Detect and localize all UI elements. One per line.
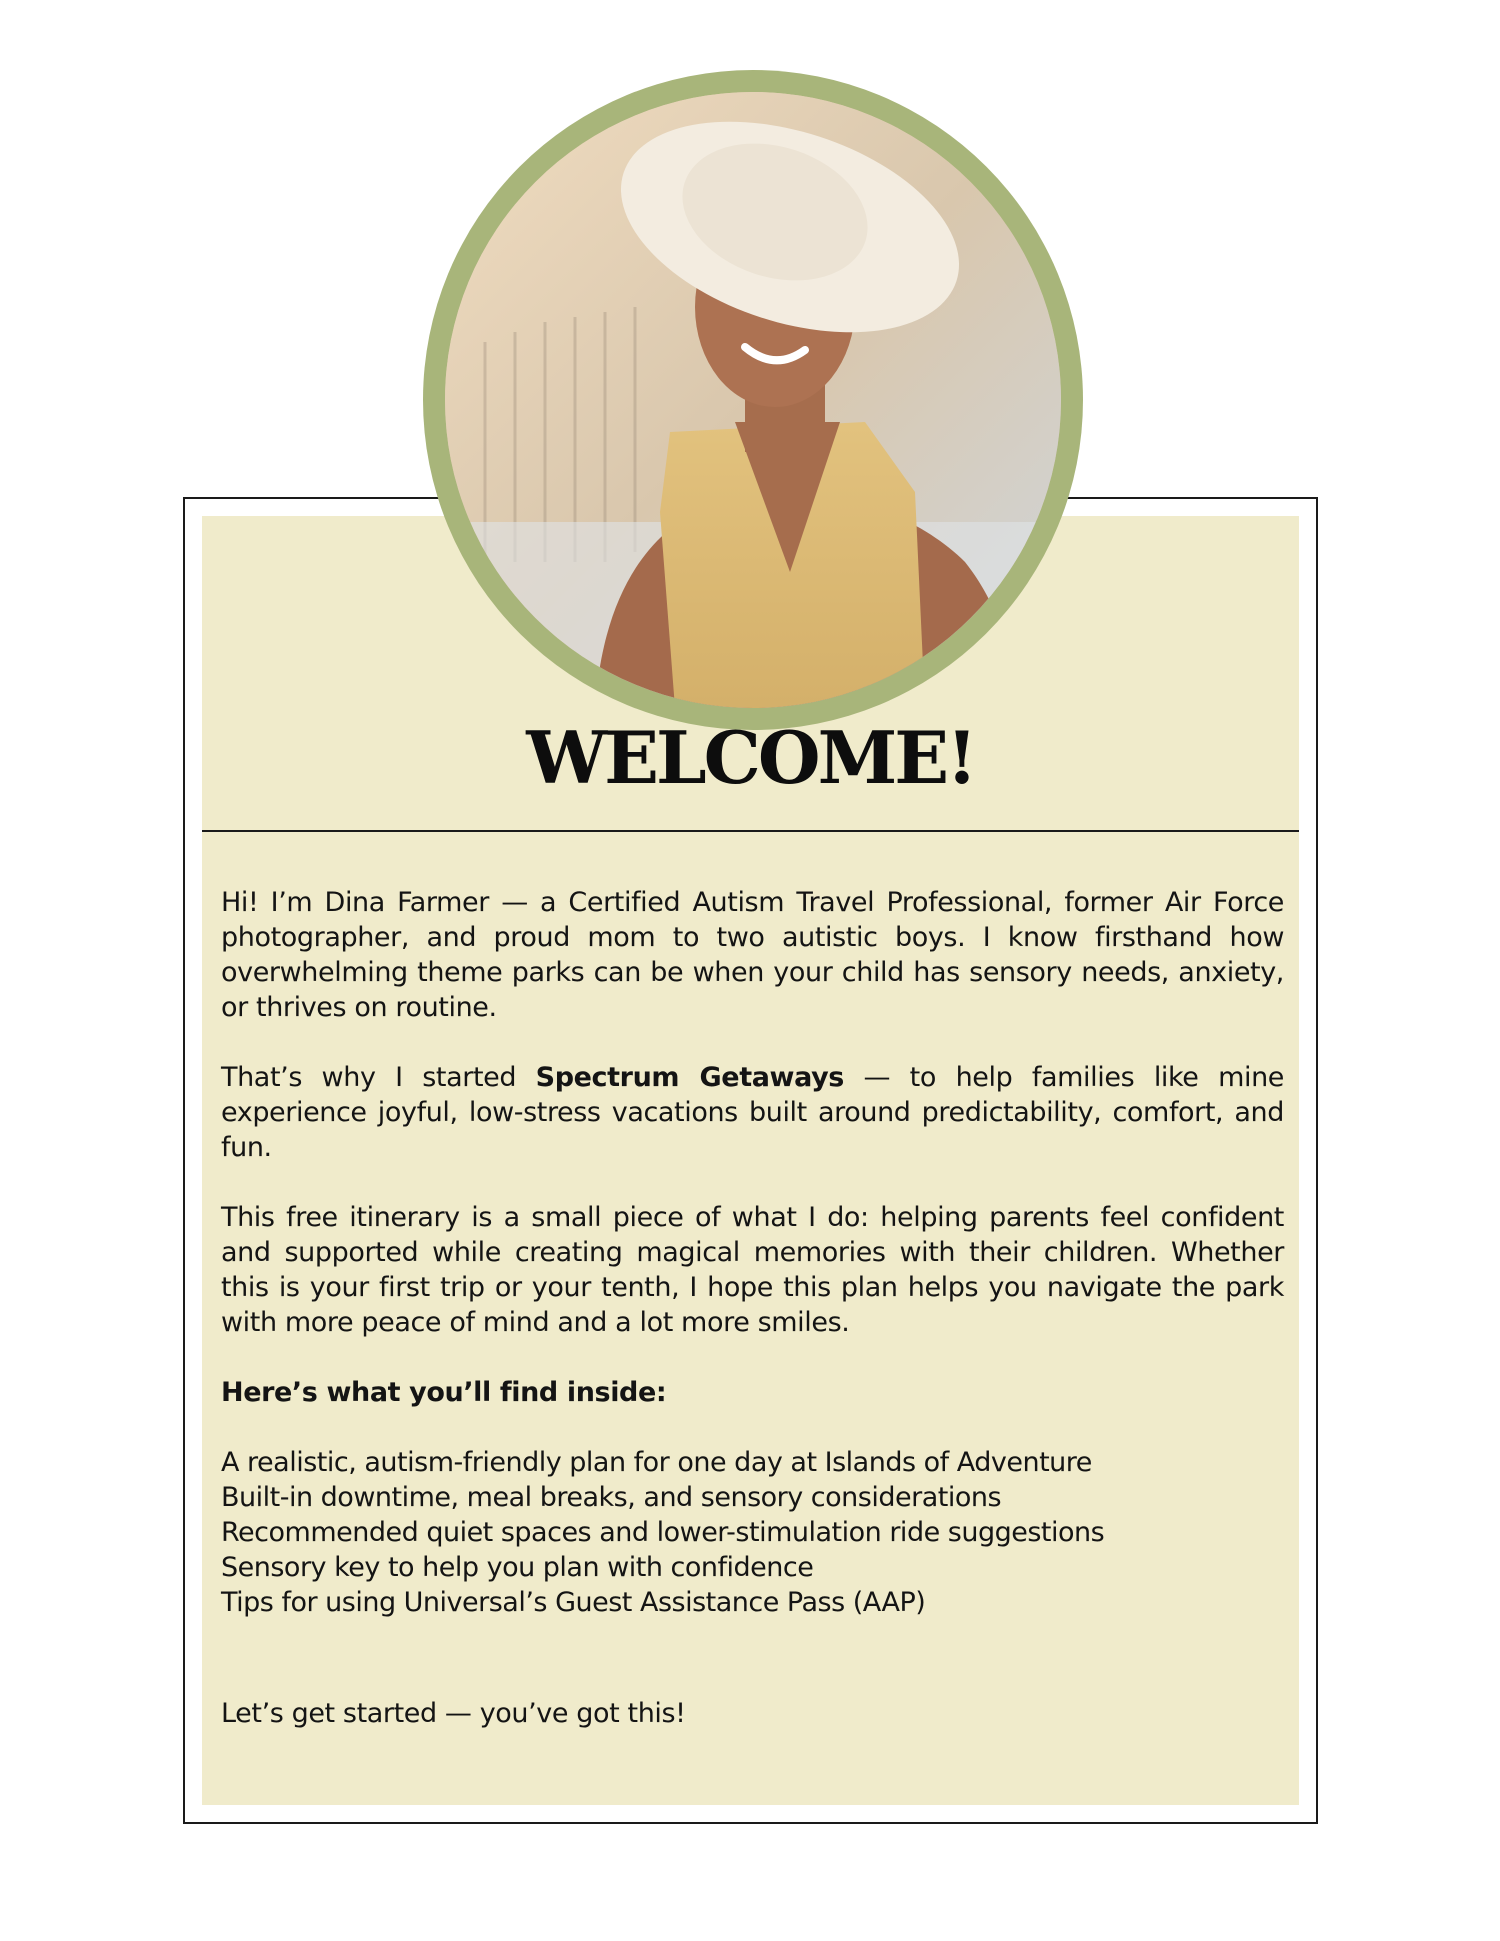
inside-heading: Here’s what you’ll find inside: [221, 1377, 667, 1408]
list-item: Recommended quiet spaces and lower-stimulation ride suggestions [221, 1517, 1105, 1548]
welcome-content [221, 885, 1284, 1620]
list-item: A realistic, autism-friendly plan for one day at Islands of Adventure [221, 1447, 1092, 1478]
mission-paragraph [221, 1060, 1284, 1165]
list-item: Tips for using Universal’s Guest Assistance Pass (AAP) [221, 1587, 926, 1618]
portrait-photo [445, 92, 1061, 708]
closing-line: Let’s get started — you’ve got this! [221, 1698, 686, 1729]
intro-paragraph: Hi! I’m Dina Farmer — a Certified Autism Travel Professional, former Air Force photographer, and proud mom to two autistic boys. I know firsthand how overwhelming theme parks can be when your child has sensory needs, anxiety, or thrives on routine. [221, 887, 1284, 1023]
itinerary-paragraph: This free itinerary is a small piece of what I do: helping parents feel confident and supported while creating magical memories with their children. Whether this is your first trip or your tenth, I hope this plan helps you navigate the park with more peace of mind and a lot more smiles. [221, 1202, 1284, 1338]
page-title: WELCOME! [526, 715, 975, 800]
inside-list [221, 1445, 1284, 1620]
brand-name: Spectrum Getaways [535, 1062, 844, 1093]
mission-text-end: — to help families like mine experience joyful, low-stress vacations built around predictability, comfort, and fun. [221, 1062, 1285, 1163]
mission-text-start: That’s why I started [221, 1062, 536, 1093]
list-item: Sensory key to help you plan with confidence [221, 1552, 814, 1583]
portrait-photo-icon [445, 92, 1061, 708]
list-item: Built-in downtime, meal breaks, and sensory considerations [221, 1482, 1002, 1513]
divider [202, 830, 1299, 832]
